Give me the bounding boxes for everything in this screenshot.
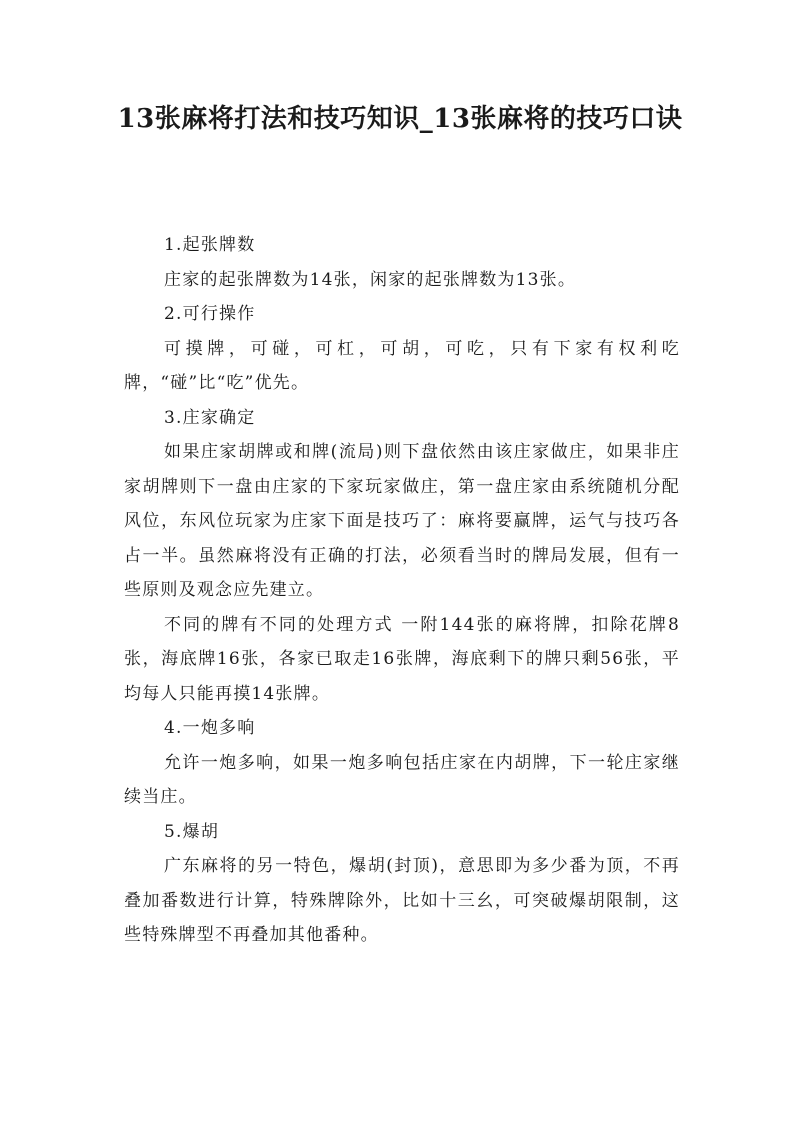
paragraph: 如果庄家胡牌或和牌(流局)则下盘依然由该庄家做庄，如果非庄家胡牌则下一盘由庄家的下家玩家做庄，第一盘庄家由系统随机分配风位，东风位玩家为庄家下面是技巧了：麻将要赢牌，运气与技巧各占一半。虽然麻将没有正确的打法，必须看当时的牌局发展，但有一些原则及观念应先建立。 — [124, 442, 680, 600]
paragraph: 不同的牌有不同的处理方式 一附144张的麻将牌，扣除花牌8张，海底牌16张，各家已取走16张牌，海底剩下的牌只剩56张，平均每人只能再摸14张牌。 — [124, 614, 680, 704]
paragraph: 庄家的起张牌数为14张，闲家的起张牌数为13张。 — [164, 269, 577, 290]
section-heading: 2.可行操作 — [164, 304, 256, 324]
section-heading: 1.起张牌数 — [164, 235, 256, 255]
document-title: 13张麻将打法和技巧知识_13张麻将的技巧口诀 — [117, 104, 683, 134]
paragraph: 广东麻将的另一特色，爆胡(封顶)，意思即为多少番为顶，不再叠加番数进行计算，特殊牌除外，比如十三幺，可突破爆胡限制，这些特殊牌型不再叠加其他番种。 — [124, 856, 680, 945]
section-heading: 3.庄家确定 — [164, 407, 256, 428]
paragraph: 允许一炮多响，如果一炮多响包括庄家在内胡牌，下一轮庄家继续当庄。 — [124, 752, 680, 807]
section-heading: 5.爆胡 — [164, 821, 220, 842]
document-body — [124, 228, 680, 953]
paragraph: 可摸牌，可碰，可杠，可胡，可吃，只有下家有权利吃牌，“碰”比“吃”优先。 — [124, 338, 680, 393]
section-heading: 4.一炮多响 — [164, 718, 256, 738]
